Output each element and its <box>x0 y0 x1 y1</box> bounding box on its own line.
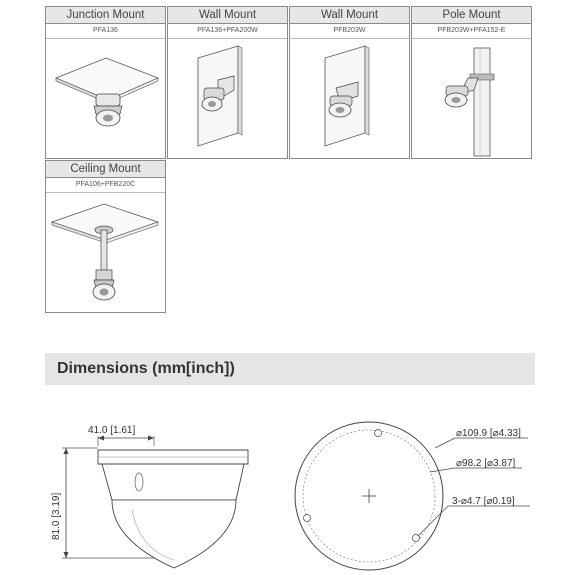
mount-header: Wall Mount <box>290 7 409 24</box>
outer-diameter-label: ⌀109.9 [⌀4.33] <box>456 428 521 439</box>
dimensions-title: Dimensions (mm[inch]) <box>57 360 235 377</box>
ceiling-mount-illustration <box>46 192 165 312</box>
dimensions-section-header <box>45 353 535 385</box>
height-dimension-label: 81.0 [3.19] <box>51 492 62 540</box>
wall-mount-illustration <box>290 38 409 158</box>
wall-mount-illustration <box>168 38 287 158</box>
mount-model: PFB203W+PFA152-E <box>412 24 531 39</box>
mount-cell-wall-1 <box>167 6 288 159</box>
mount-cell-ceiling <box>45 160 166 313</box>
mount-cell-pole <box>411 6 532 159</box>
mount-model: PFA106+PFB220C <box>46 178 165 193</box>
side-view <box>51 425 248 568</box>
inner-diameter-label: ⌀98.2 [⌀3.87] <box>456 458 516 469</box>
mount-header: Junction Mount <box>46 7 165 24</box>
mount-model: PFA136+PFA200W <box>168 24 287 39</box>
mount-header: Wall Mount <box>168 7 287 24</box>
mounting-holes-label: 3-⌀4.7 [⌀0.19] <box>452 496 515 507</box>
pole-mount-illustration <box>412 38 531 158</box>
junction-mount-illustration <box>46 38 165 158</box>
mount-header: Ceiling Mount <box>46 161 165 178</box>
mount-cell-wall-2 <box>289 6 410 159</box>
mount-header: Pole Mount <box>412 7 531 24</box>
top-view <box>295 422 530 570</box>
mount-model: PFA136 <box>46 24 165 39</box>
dimensions-drawing <box>0 400 575 575</box>
mount-model: PFB203W <box>290 24 409 39</box>
depth-dimension-label: 41.0 [1.61] <box>88 425 136 436</box>
mount-cell-junction <box>45 6 166 159</box>
